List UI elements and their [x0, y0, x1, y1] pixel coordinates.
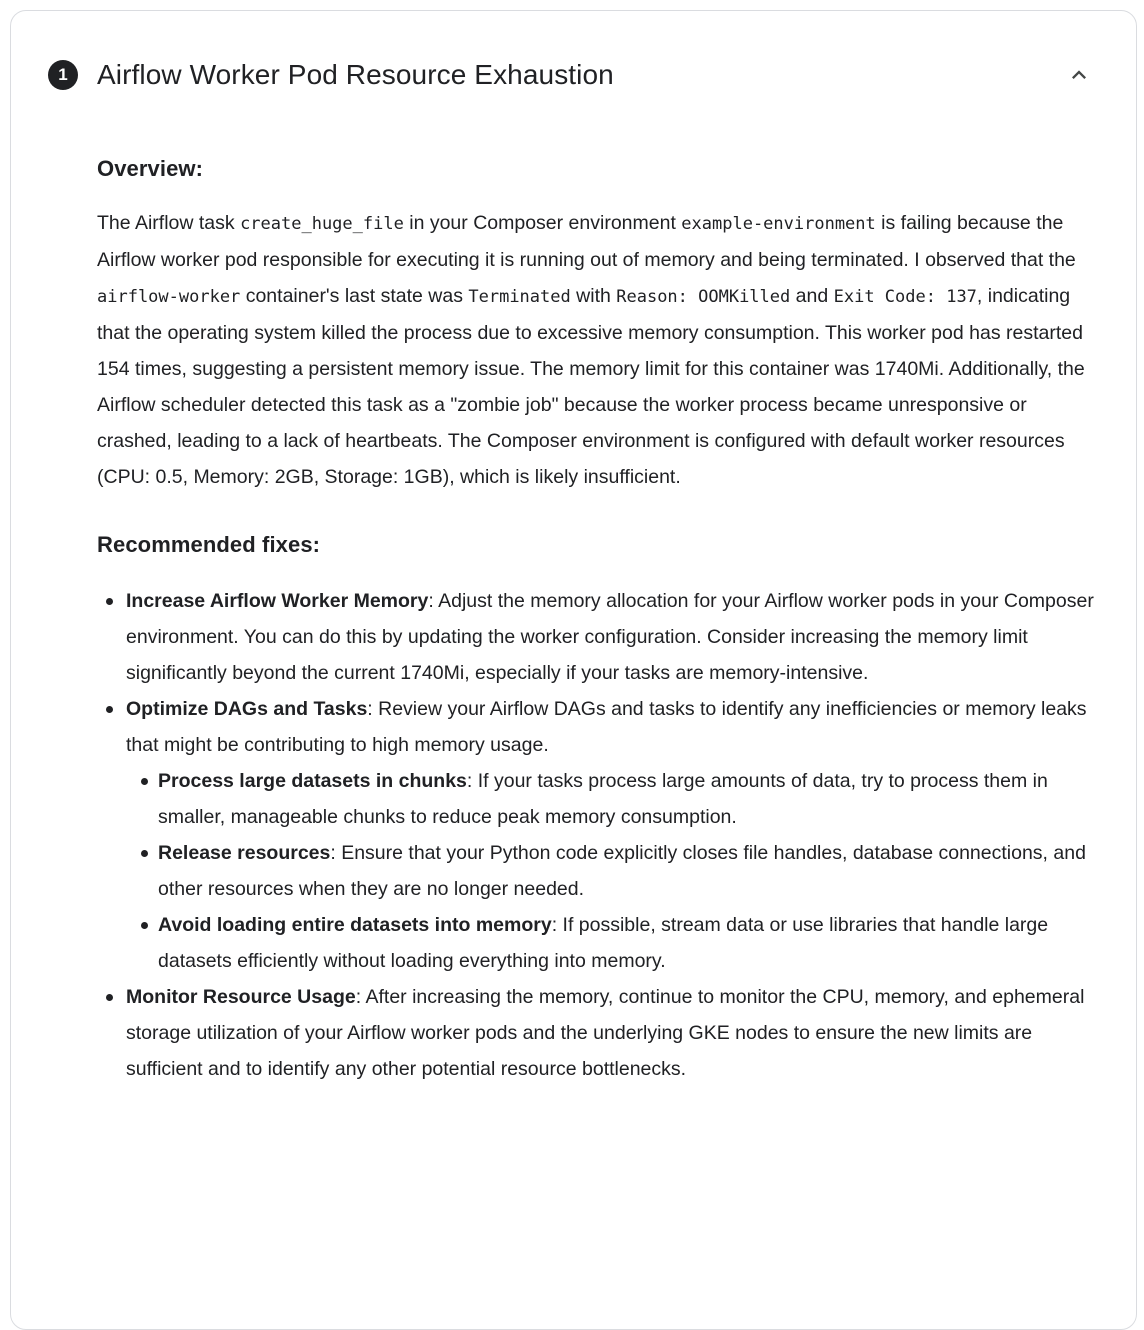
inline-code: example-environment: [681, 214, 876, 234]
fix-item: [97, 979, 1095, 1087]
fix-item: [126, 763, 1095, 835]
fix-item-lead: Optimize DAGs and Tasks: [126, 698, 368, 720]
inline-code: Exit Code: 137: [833, 287, 977, 307]
text-segment: in your Composer environment: [403, 212, 682, 234]
fixes-heading: Recommended fixes:: [97, 532, 321, 557]
inline-code: Reason: OOMKilled: [616, 287, 791, 307]
issue-card: [10, 10, 1137, 1330]
fix-item-lead: Process large datasets in chunks: [158, 770, 467, 792]
inline-code: create_huge_file: [240, 214, 404, 234]
inline-code: Terminated: [468, 287, 571, 307]
fix-item-text: : Adjust the memory allocation for your Airflow worker pods in your Composer environment. You can do this by updating the worker configuration. Consider increasing the memory limit significantly beyond the current 1740Mi, especially if your tasks are memory-intensive.: [126, 590, 1094, 684]
fix-item-lead: Monitor Resource Usage: [126, 986, 356, 1008]
fix-item-text: : After increasing the memory, continue to monitor the CPU, memory, and ephemeral storage utilization of your Airflow worker pods and the underlying GKE nodes to ensure the new limits are sufficient and to identify any other potential resource bottlenecks.: [126, 986, 1085, 1080]
inline-code: airflow-worker: [97, 287, 241, 307]
fix-item-text: : Ensure that your Python code explicitly closes file handles, database connections, and other resources when they are no longer needed.: [158, 842, 1086, 900]
fix-item-text: : If your tasks process large amounts of data, try to process them in smaller, manageable chunks to reduce peak memory consumption.: [158, 770, 1048, 828]
text-segment: The Airflow task: [97, 212, 241, 234]
text-segment: with: [570, 285, 617, 307]
issue-title: Airflow Worker Pod Resource Exhaustion: [97, 59, 614, 90]
fix-item: [97, 691, 1095, 979]
overview-heading: Overview:: [97, 156, 204, 181]
issue-card-header: [11, 11, 1136, 95]
fix-sublist: [126, 763, 1095, 979]
chevron-up-icon: [1065, 61, 1093, 89]
issue-number-badge: 1: [48, 60, 78, 90]
text-segment: and: [790, 285, 834, 307]
fix-item: [126, 835, 1095, 907]
fix-item: [126, 907, 1095, 979]
overview-paragraph: [97, 205, 1095, 495]
text-segment: , indicating that the operating system killed the process due to excessive memory consumption. This worker pod has restarted 154 times, suggesting a persistent memory issue. The memory limit for this container was 1740Mi. Additionally, the Airflow scheduler detected this task as a "zombie job" because the worker process became unresponsive or crashed, leading to a lack of heartbeats. The Composer environment is configured with default worker resources (CPU: 0.5, Memory: 2GB, Storage: 1GB), which is likely insufficient.: [97, 285, 1085, 488]
collapse-button[interactable]: [1064, 60, 1094, 90]
text-segment: is failing because the Airflow worker pod responsible for executing it is running out of memory and being terminated. I observed that the: [97, 212, 1076, 271]
fix-item: [97, 583, 1095, 691]
fix-item-lead: Avoid loading entire datasets into memory: [158, 914, 552, 936]
fix-item-lead: Increase Airflow Worker Memory: [126, 590, 429, 612]
fixes-list: [97, 583, 1095, 1087]
fix-item-text: : If possible, stream data or use libraries that handle large datasets efficiently without loading everything into memory.: [158, 914, 1049, 972]
text-segment: container's last state was: [240, 285, 469, 307]
fix-item-lead: Release resources: [158, 842, 331, 864]
fix-item-text: : Review your Airflow DAGs and tasks to identify any inefficiencies or memory leaks that might be contributing to high memory usage.: [126, 698, 1087, 756]
issue-card-body: [11, 155, 1136, 1127]
